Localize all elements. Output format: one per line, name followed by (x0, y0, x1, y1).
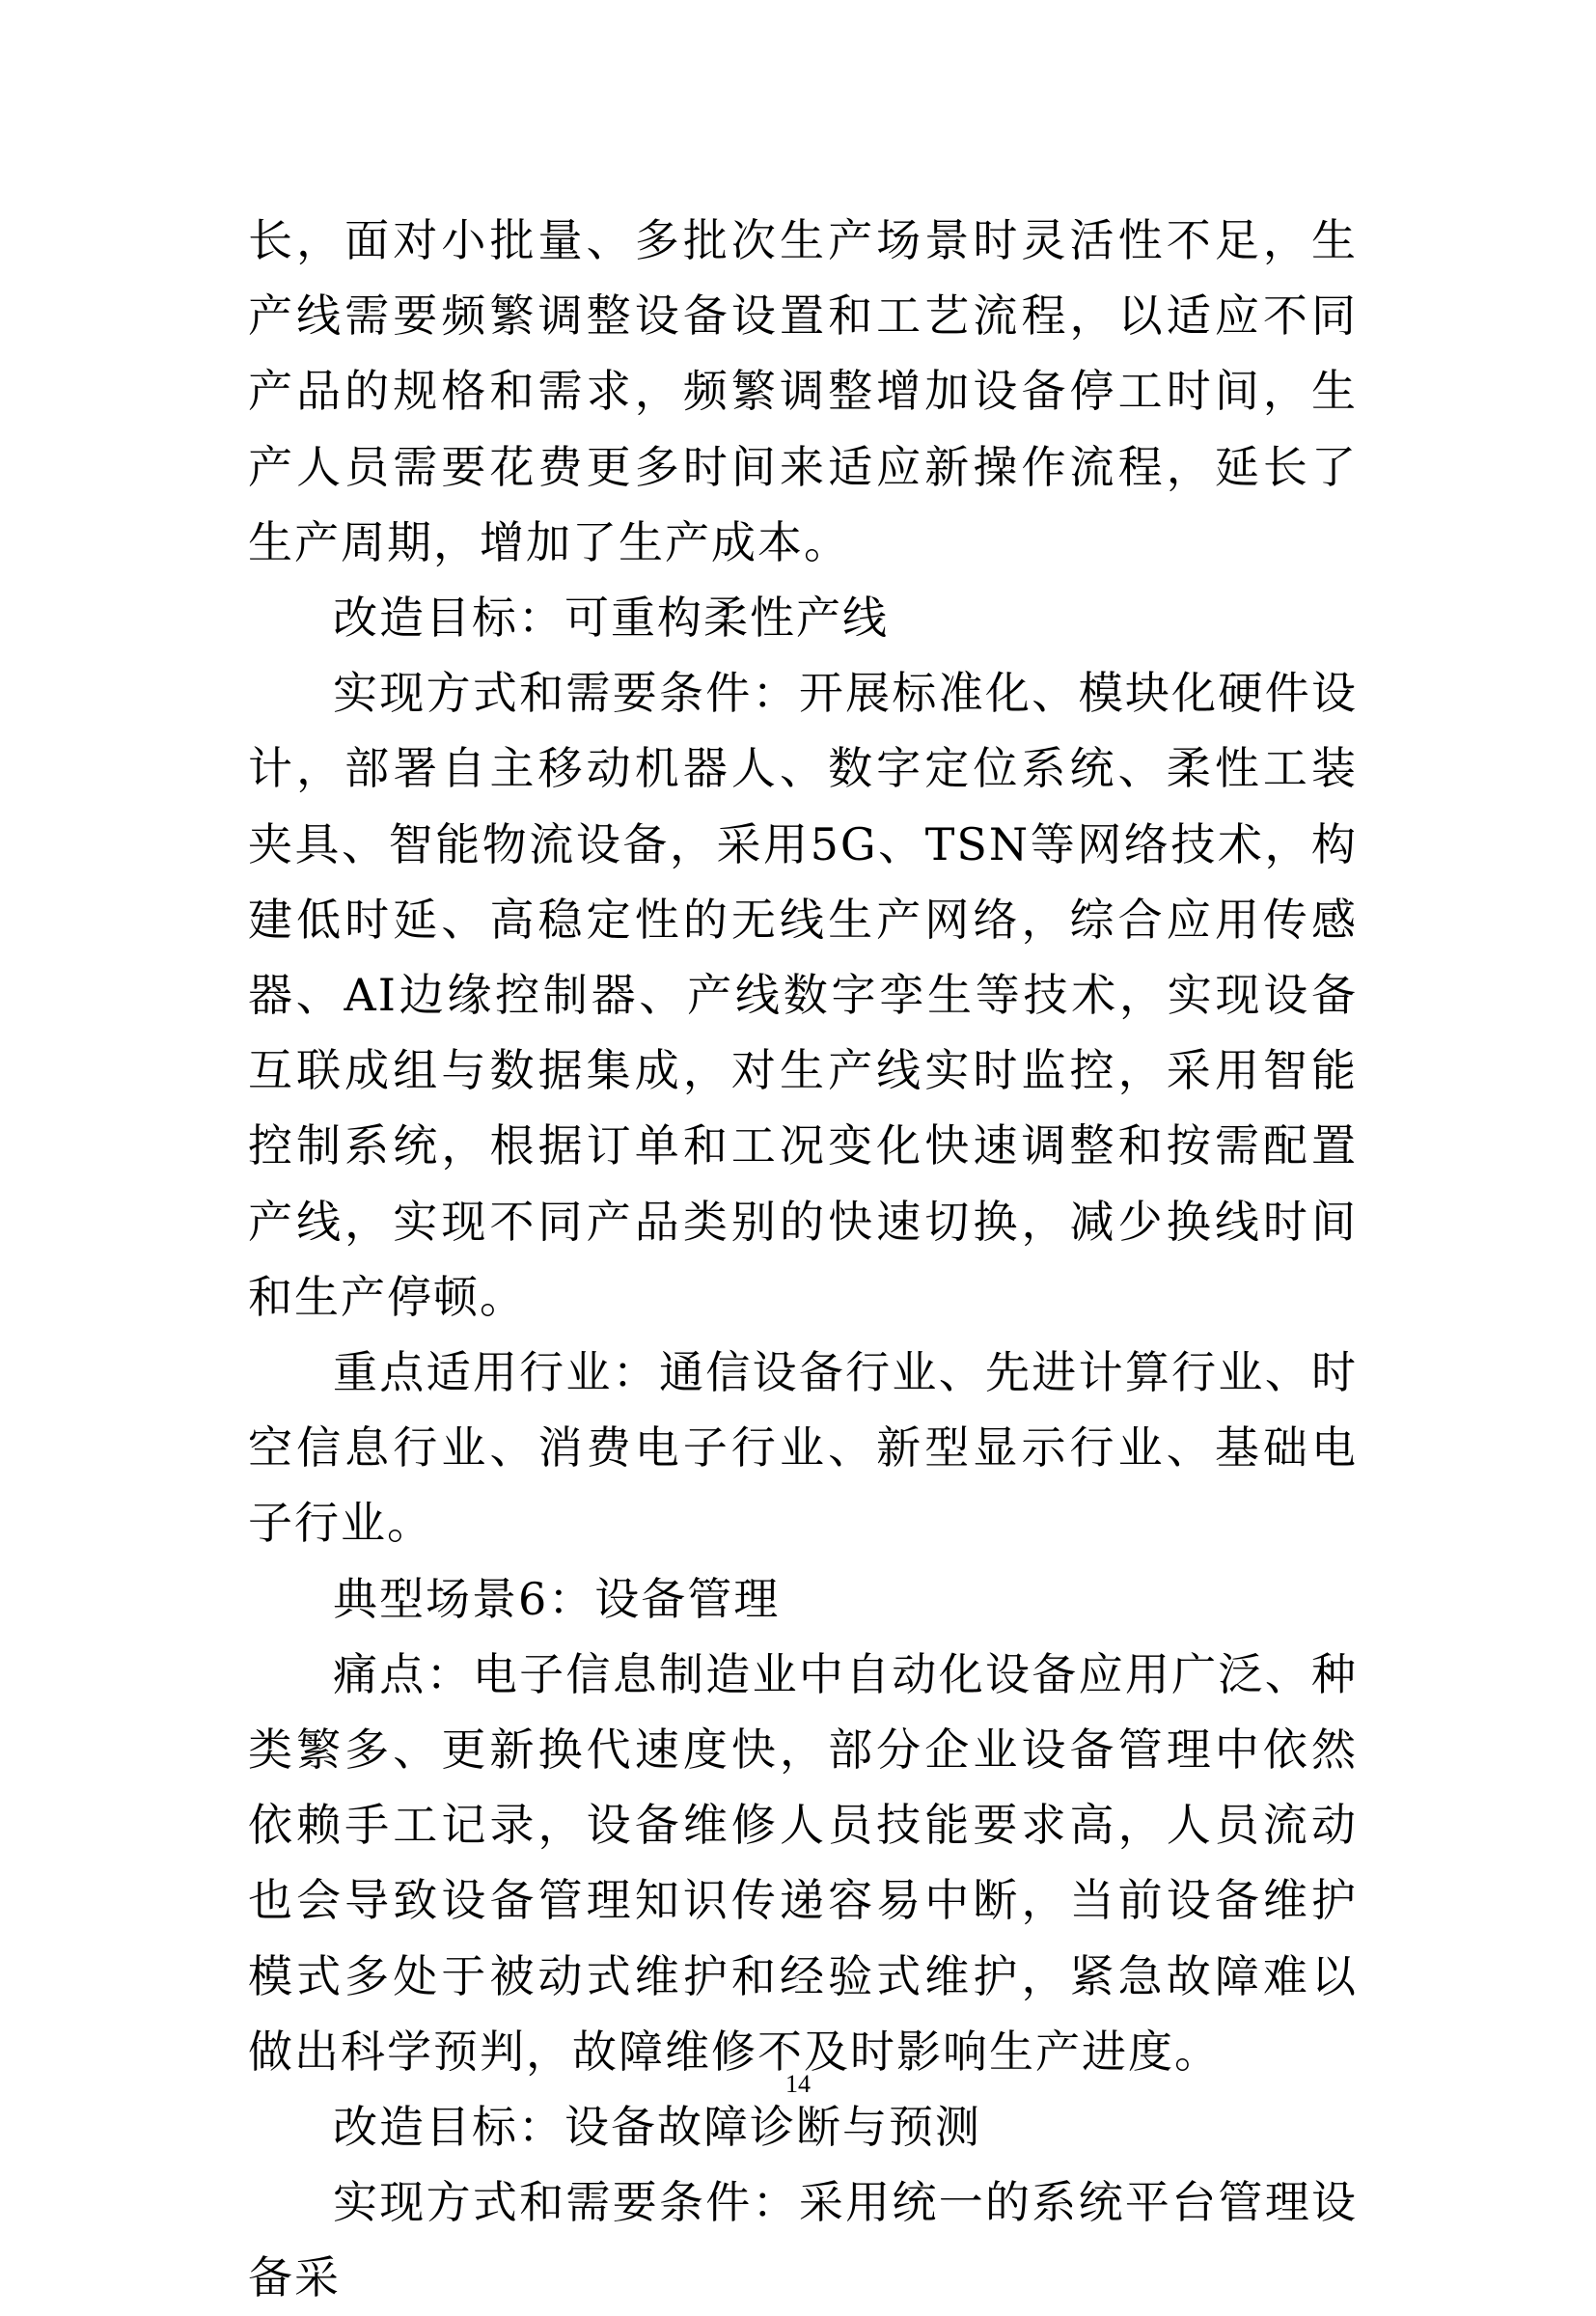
paragraph-key-industries: 重点适用行业：通信设备行业、先进计算行业、时空信息行业、消费电子行业、新型显示行业、基础电子行业。 (248, 1346, 1358, 1550)
paragraph-implementation-2: 实现方式和需要条件：采用统一的系统平台管理设备采 (248, 2176, 1358, 2304)
paragraph-scenario-heading: 典型场景6：设备管理 (333, 1572, 781, 1625)
document-body (248, 203, 1358, 2316)
paragraph-renovation-goal-2: 改造目标：设备故障诊断与预测 (333, 2101, 981, 2154)
paragraph-continued: 长，面对小批量、多批次生产场景时灵活性不足，生产线需要频繁调整设备设置和工艺流程，以适应不同产品的规格和需求，频繁调整增加设备停工时间，生产人员需要花费更多时间来适应新操作流程，延长了生产周期，增加了生产成本。 (248, 214, 1358, 568)
paragraph-implementation: 实现方式和需要条件：开展标准化、模块化硬件设计，部署自主移动机器人、数字定位系统、柔性工装夹具、智能物流设备，采用5G、TSN等网络技术，构建低时延、高稳定性的无线生产网络，综合应用传感器、AI边缘控制器、产线数字孪生等技术，实现设备互联成组与数据集成，对生产线实时监控，采用智能控制系统，根据订单和工况变化快速调整和按需配置产线，实现不同产品类别的快速切换，减少换线时间和生产停顿。 (248, 667, 1358, 1323)
page-number: 14 (785, 2070, 811, 2098)
paragraph-pain-points: 痛点：电子信息制造业中自动化设备应用广泛、种类繁多、更新换代速度快，部分企业设备管理中依然依赖手工记录，设备维修人员技能要求高，人员流动也会导致设备管理知识传递容易中断，当前设备维护模式多处于被动式维护和经验式维护，紧急故障难以做出科学预判，故障维修不及时影响生产进度。 (248, 1647, 1358, 2078)
paragraph-renovation-goal: 改造目标：可重构柔性产线 (333, 592, 889, 645)
